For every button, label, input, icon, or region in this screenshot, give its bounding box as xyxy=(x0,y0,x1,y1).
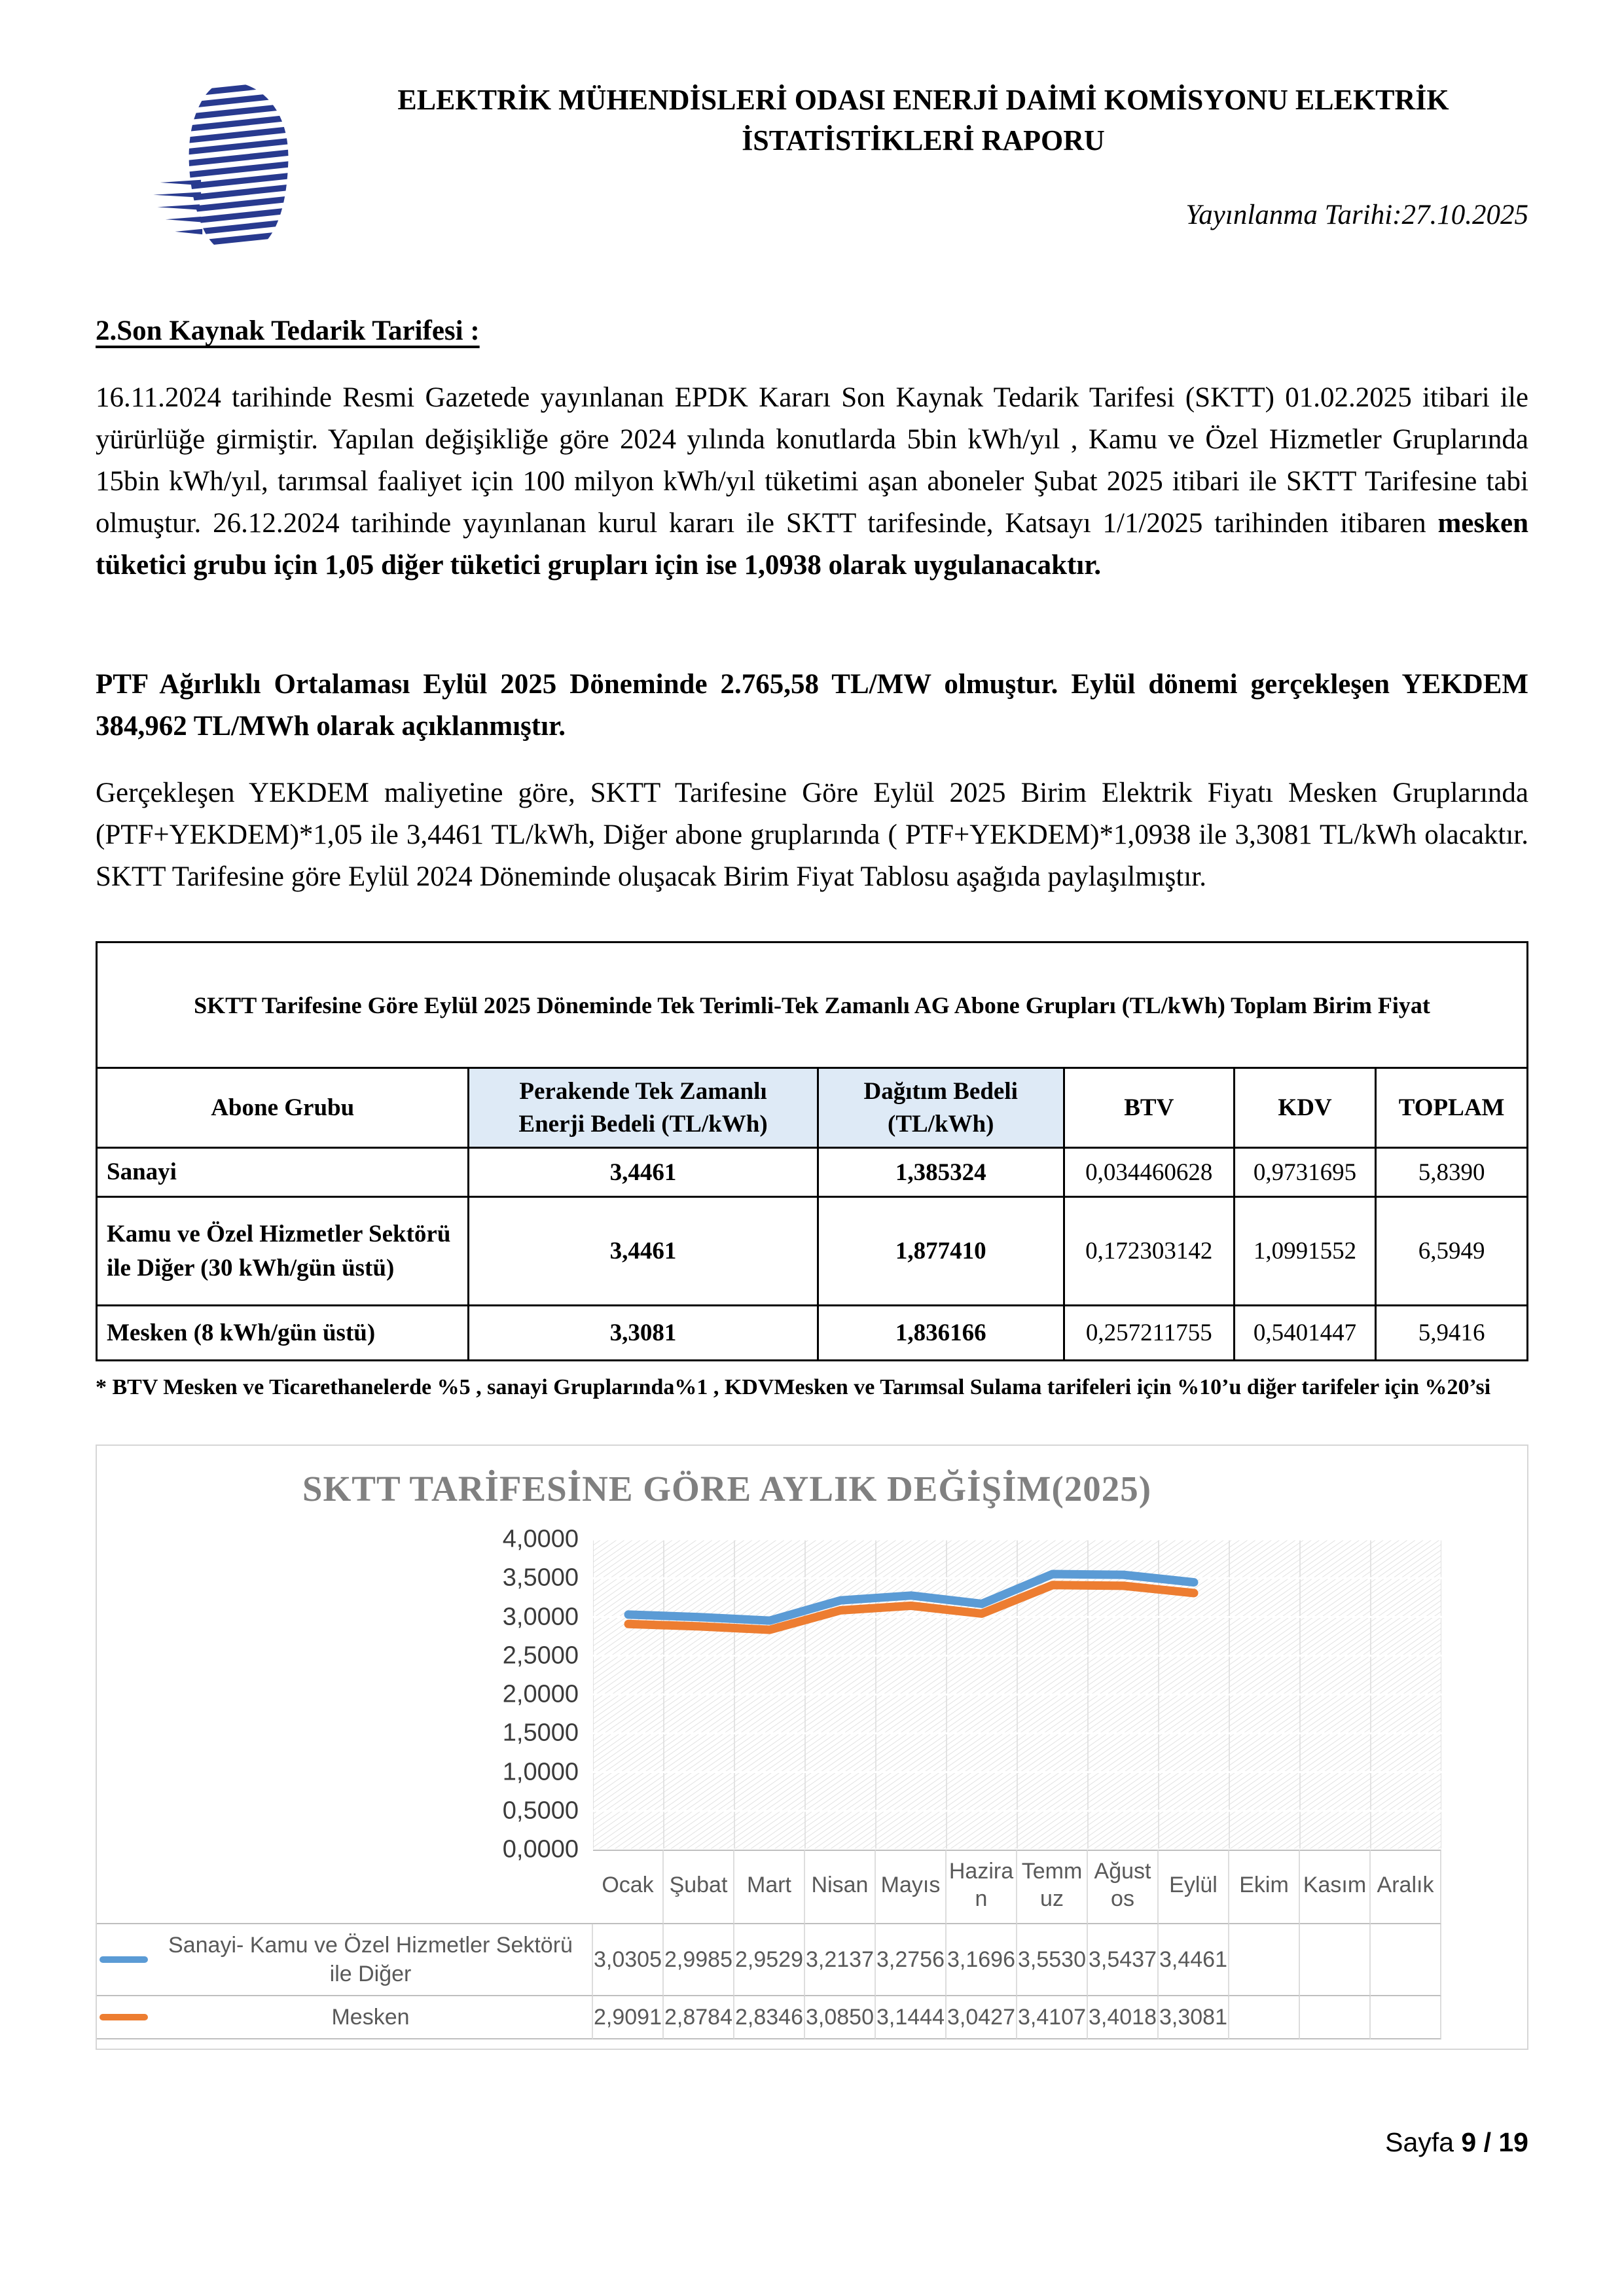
series-value-cell xyxy=(1371,1924,1441,1996)
legend-series-name: Mesken xyxy=(331,2005,410,2030)
chart-data-table xyxy=(97,1850,1527,2039)
legend-line-marker xyxy=(99,2014,148,2020)
series-value-cell: 2,9985 xyxy=(664,1924,734,1996)
x-axis-month-label: Kasım xyxy=(1300,1850,1371,1924)
x-axis-month-label: Nisan xyxy=(805,1850,876,1924)
row-label: Mesken (8 kWh/gün üstü) xyxy=(97,1306,469,1361)
x-axis-month-label: Temmuz xyxy=(1017,1850,1088,1924)
row-label: Sanayi xyxy=(97,1148,469,1197)
col-header-dagitim: Dağıtım Bedeli (TL/kWh) xyxy=(818,1068,1064,1148)
chart-title: SKTT TARİFESİNE GÖRE AYLIK DEĞİŞİM(2025) xyxy=(302,1469,1152,1509)
x-axis-month-label: Mayıs xyxy=(876,1850,947,1924)
energy-value: 3,3081 xyxy=(469,1306,818,1361)
kdv-value: 1,0991552 xyxy=(1234,1197,1375,1306)
series-value-cell xyxy=(1229,1996,1300,2039)
y-axis-tick-label: 1,5000 xyxy=(502,1719,579,1747)
series-value-cell: 3,4107 xyxy=(1017,1996,1088,2039)
series-value-cell: 3,0427 xyxy=(947,1996,1017,2039)
distribution-value: 1,877410 xyxy=(818,1197,1064,1306)
x-axis-month-label: Haziran xyxy=(947,1850,1017,1924)
y-axis-tick-label: 1,0000 xyxy=(502,1758,579,1785)
total-value: 5,9416 xyxy=(1376,1306,1528,1361)
table-row xyxy=(97,1197,1528,1306)
paragraph-1-regular: 16.11.2024 tarihinde Resmi Gazetede yayınlanan EPDK Kararı Son Kaynak Tedarik Tarifesi (SKTT) 01.02.2025 itibari ile yürürlüğe girmiştir. Yapılan değişikliğe göre 2024 yılında konutlarda 5bin kWh/yıl , Kamu ve Özel Hizmetler Gruplarında 15bin kWh/yıl, tarımsal faaliyet için 100 milyon kWh/yıl tüketimi aşan aboneler Şubat 2025 itibari ile SKTT Tarifesine tabi olmuştur. 26.12.2024 tarihinde yayınlanan kurul kararı ile SKTT tarifesinde, Katsayı 1/1/2025 tarihinden itibaren xyxy=(96,382,1528,539)
paragraph-skтт-intro xyxy=(96,377,1528,586)
report-title xyxy=(318,80,1528,161)
series-value-cell: 3,3081 xyxy=(1159,1996,1229,2039)
x-axis-month-label: Aralık xyxy=(1371,1850,1441,1924)
legend-item xyxy=(97,1996,593,2039)
y-axis-tick-label: 0,5000 xyxy=(502,1797,579,1825)
series-value-cell: 3,5530 xyxy=(1017,1924,1088,1996)
col-header-perakende: Perakende Tek Zamanlı Enerji Bedeli (TL/kWh) xyxy=(469,1068,818,1148)
x-axis-month-label: Eylül xyxy=(1159,1850,1229,1924)
energy-value: 3,4461 xyxy=(469,1148,818,1197)
btv-value: 0,172303142 xyxy=(1064,1197,1234,1306)
page-header xyxy=(96,0,1528,231)
x-axis-month-label: Ağustos xyxy=(1088,1850,1159,1924)
total-value: 6,5949 xyxy=(1376,1197,1528,1306)
series-value-cell: 2,9529 xyxy=(734,1924,805,1996)
x-axis-month-label: Ocak xyxy=(593,1850,664,1924)
series-value-cell: 3,4018 xyxy=(1088,1996,1159,2039)
series-value-cell: 2,8784 xyxy=(664,1996,734,2039)
total-value: 5,8390 xyxy=(1376,1148,1528,1197)
series-value-cell: 3,4461 xyxy=(1159,1924,1229,1996)
btv-value: 0,257211755 xyxy=(1064,1306,1234,1361)
x-axis-month-label: Şubat xyxy=(664,1850,734,1924)
legend-series-name: Sanayi- Kamu ve Özel Hizmetler Sektörü ile Diğer xyxy=(168,1933,573,1986)
series-value-cell: 3,1696 xyxy=(947,1924,1017,1996)
series-value-cell: 2,8346 xyxy=(734,1996,805,2039)
page-footer-label: Sayfa xyxy=(1385,2127,1462,2157)
legend-line-marker xyxy=(99,1956,148,1963)
x-axis-month-label: Ekim xyxy=(1229,1850,1300,1924)
kdv-value: 0,9731695 xyxy=(1234,1148,1375,1197)
series-value-cell: 3,1444 xyxy=(876,1996,947,2039)
line-chart-svg xyxy=(593,1539,1441,1850)
col-header-kdv: KDV xyxy=(1234,1068,1375,1148)
series-value-cell: 2,9091 xyxy=(593,1996,664,2039)
report-title-line1: ELEKTRİK MÜHENDİSLERİ ODASI ENERJİ DAİMİ KOMİSYONU ELEKTRİK xyxy=(397,84,1449,116)
table-row xyxy=(97,1306,1528,1361)
table-footnote: * BTV Mesken ve Ticarethanelerde %5 , sanayi Gruplarında%1 , KDVMesken ve Tarımsal Sulama tarifeleri için %10’u diğer tarifeler için %20’si xyxy=(96,1375,1491,1399)
series-value-cell: 3,0850 xyxy=(805,1996,876,2039)
chart-plot-area xyxy=(502,1525,1441,1863)
distribution-value: 1,836166 xyxy=(818,1306,1064,1361)
y-axis-tick-label: 2,0000 xyxy=(502,1680,579,1708)
col-header-toplam: TOPLAM xyxy=(1376,1068,1528,1148)
col-header-btv: BTV xyxy=(1064,1068,1234,1148)
section-heading: 2.Son Kaynak Tedarik Tarifesi : xyxy=(96,315,480,346)
series-value-cell: 3,2137 xyxy=(805,1924,876,1996)
paragraph-yekdem: Gerçekleşen YEKDEM maliyetine göre, SKTT Tarifesine Göre Eylül 2025 Birim Elektrik Fiyatı Mesken Gruplarında (PTF+YEKDEM)*1,05 ile 3,4461 TL/kWh, Diğer abone gruplarında ( PTF+YEKDEM)*1,0938 ile 3,3081 TL/kWh olacaktır. SKTT Tarifesine göre Eylül 2024 Döneminde oluşacak Birim Fiyat Tablosu aşağıda paylaşılmıştır. xyxy=(96,778,1528,892)
emo-logo-icon xyxy=(151,77,314,258)
price-table-header-row xyxy=(97,1068,1528,1148)
table-row xyxy=(97,1148,1528,1197)
report-title-line2: İSTATİSTİKLERİ RAPORU xyxy=(742,124,1105,156)
series-value-cell xyxy=(1229,1924,1300,1996)
series-value-cell xyxy=(1371,1996,1441,2039)
publication-date: Yayınlanma Tarihi:27.10.2025 xyxy=(1185,200,1528,230)
col-header-abone-grubu: Abone Grubu xyxy=(97,1068,469,1148)
legend-item xyxy=(97,1924,593,1996)
y-axis-tick-label: 2,5000 xyxy=(502,1641,579,1670)
kdv-value: 0,5401447 xyxy=(1234,1306,1375,1361)
paragraph-ptf: PTF Ağırlıklı Ortalaması Eylül 2025 Döneminde 2.765,58 TL/MW olmuştur. Eylül dönemi gerçekleşen YEKDEM 384,962 TL/MWh olarak açıklanmıştır. xyxy=(96,669,1528,742)
y-axis-tick-label: 4,0000 xyxy=(502,1525,579,1553)
series-value-cell: 3,2756 xyxy=(876,1924,947,1996)
series-value-cell: 3,0305 xyxy=(593,1924,664,1996)
x-axis-month-label: Mart xyxy=(734,1850,805,1924)
series-value-cell: 3,5437 xyxy=(1088,1924,1159,1996)
btv-value: 0,034460628 xyxy=(1064,1148,1234,1197)
y-axis-tick-label: 3,0000 xyxy=(502,1603,579,1630)
row-label: Kamu ve Özel Hizmetler Sektörü ile Diğer (30 kWh/gün üstü) xyxy=(97,1197,469,1306)
y-axis-tick-label: 0,0000 xyxy=(502,1835,579,1863)
price-table-title: SKTT Tarifesine Göre Eylül 2025 Döneminde Tek Terimli-Tek Zamanlı AG Abone Grupları (TL/kWh) Toplam Birim Fiyat xyxy=(97,942,1528,1068)
series-value-cell xyxy=(1300,1996,1371,2039)
y-axis-tick-label: 3,5000 xyxy=(502,1564,579,1592)
page-number: 9 / 19 xyxy=(1461,2127,1528,2157)
energy-value: 3,4461 xyxy=(469,1197,818,1306)
distribution-value: 1,385324 xyxy=(818,1148,1064,1197)
series-value-cell xyxy=(1300,1924,1371,1996)
monthly-change-chart xyxy=(96,1444,1528,2050)
price-table xyxy=(96,941,1528,1361)
page-footer xyxy=(96,2127,1528,2158)
paragraph-1-bold: mesken tüketici grubu için 1,05 diğer tüketici grupları için ise 1,0938 olarak uygulanacaktır. xyxy=(96,508,1528,581)
